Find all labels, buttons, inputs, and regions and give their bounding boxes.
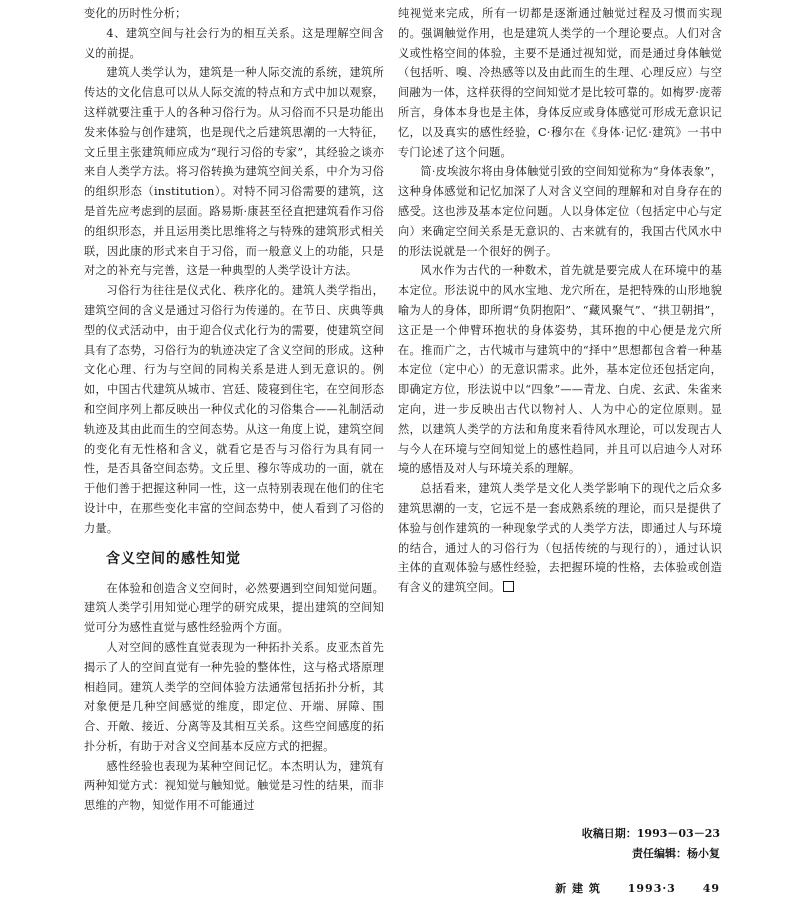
paragraph: 纯视觉来完成，所有一切都是逐渐通过触觉过程及习惯而实现的。强调触觉作用，也是建筑人类学的一个理论要点。人们对含义或性格空间的体验，主要不是通过视知觉，而是通过身体触觉（包括听、嗅、冷热感等以及由此而生的生理、心理反应）与空间融为一体，这样获得的空间知觉才是比较可靠的。如梅罗·庞蒂所言，身体本身也是主体，身体反应或身体感觉可形成无意识记忆，以及真实的感性经验，C·穆尔在《身体·记忆·建筑》一书中专门论述了这个问题。 bbox=[398, 7, 722, 159]
end-mark-icon bbox=[503, 581, 514, 592]
paragraph-text: 总括看来，建筑人类学是文化人类学影响下的现代之后众多建筑思潮的一支，它远不是一套成熟系统的理论，而只是提供了体验与创作建筑的一种现象学式的人类学方法，即通过人与环境的结合，通过人的习俗行为（包括传统的与现行的），通过认识主体的直观体验与感性经验，去把握环境的性格，去体验或创造有含义的建筑空间。 bbox=[398, 482, 722, 595]
right-column bbox=[398, 4, 722, 598]
responsible-editor: 责任编辑：杨小复 bbox=[632, 847, 720, 860]
paragraph: 风水作为古代的一种数术，首先就是要完成人在环境中的基本定位。形法说中的风水宝地、龙穴所在，是把特殊的山形地貌喻为人的身体，即所谓“负阴抱阳”、“藏风聚气”、“拱卫朝揖”，这正是一个伸臂环抱状的身体姿势，其环抱的中心便是龙穴所在。推而广之，古代城市与建筑中的“择中”思想都包含着一种基本定位（定中心）的无意识需求。此外，基本定位还包括定向，即确定方位，形法说中以“四象”——青龙、白虎、玄武、朱雀来定向，进一步反映出古代以物衬人、人为中心的定位原则。显然，以建筑人类学的方法和角度来看待风水理论，可以发现古人与今人在环境与空间知觉上的感性趋同，并且可以启迪今人对环境的感悟及对人与环境关系的理解。 bbox=[398, 264, 722, 476]
paragraph: 简·皮埃波尔将由身体触觉引致的空间知觉称为“身体表象”，这种身体感觉和记忆加深了人对含义空间的理解和对自身存在的感受。这也涉及基本定位问题。人以身体定位（包括定中心与定向）来确定空间关系是无意识的、古来就有的，我国古代风水中的形法说就是一个很好的例子。 bbox=[398, 165, 722, 258]
section-heading: 含义空间的感性知觉 bbox=[106, 550, 241, 567]
page-number: 49 bbox=[702, 882, 720, 895]
left-column bbox=[84, 4, 384, 816]
issue-number: 1993·3 bbox=[627, 882, 676, 895]
paragraph: 人对空间的感性直觉表现为一种拓扑关系。皮亚杰首先揭示了人的空间直觉有一种先验的整体性，这与格式塔原理相趋同。建筑人类学的空间体验方法通常包括拓扑分析，其对象便是几种空间感觉的维度，即定位、开端、屏障、围合、开敞、接近、分离等及其相互关系。这些空间感度的拓扑分析，有助于对含义空间基本反应方式的把握。 bbox=[84, 640, 384, 753]
paragraph: 感性经验也表现为某种空间记忆。本杰明认为，建筑有两种知觉方式：视知觉与触知觉。触觉是习性的结果，而非思维的产物，知觉作用不可能通过 bbox=[84, 759, 384, 813]
paragraph: 建筑人类学认为，建筑是一种人际交流的系统，建筑所传达的文化信息可以从人际交流的特点和方式中加以观察，这样就要注重于人的各种习俗行为。从习俗而不只是功能出发来体验与创作建筑，也是现代之后建筑思潮的一大特征，文丘里主张建筑师应成为“现行习俗的专家”，其经验之谈亦来自人类学方法。将习俗转换为建筑空间关系，中介为习俗的组织形态（institution）。对特不同习俗需要的建筑，这是首先应考虑到的层面。路易斯·康甚至径直把建筑看作习俗的组织形态，并且运用类比思维将之与特殊的建筑形式相关联，因此康的形式来自于习俗，而一般意义上的功能，只是对之的补充与完善，这是一种典型的人类学设计方法。 bbox=[84, 66, 384, 278]
received-date: 收稿日期：1993－03－23 bbox=[581, 827, 720, 840]
paragraph: 习俗行为往往是仪式化、秩序化的。建筑人类学指出，建筑空间的含义是通过习俗行为传递的。在节日、庆典等典型的仪式活动中，由于迎合仪式化行为的需要，使建筑空间具有了态势，习俗行为的轨迹决定了含义空间的形成。这种文化心理、行为与空间的同构关系是进人到无意识的。例如，中国古代建筑从城市、宫廷、陵寝到住宅，在空间形态和空间序列上都反映出一种仪式化的习俗集合——礼制活动轨迹及其由此而生的空间态势。从这一角度上说，建筑空间的变化有无性格和含义，就看它是否与习俗行为具有同一性，是否具备空间态势。文丘里、穆尔等成功的一面，就在于他们善于把握这种同一性，这一点特别表现在他们的住宅设计中，在那些变化丰富的空间态势中，使人看到了习俗的力量。 bbox=[84, 284, 384, 535]
paragraph: 4、建筑空间与社会行为的相互关系。这是理解空间含义的前提。 bbox=[84, 26, 384, 60]
paragraph: 在体验和创造含义空间时，必然要遇到空间知觉问题。建筑人类学引用知觉心理学的研究成果，提出建筑的空间知觉可分为感性直觉与感性经验两个方面。 bbox=[84, 581, 384, 635]
paragraph: 变化的历时性分析； bbox=[84, 7, 187, 20]
journal-name: 新 建 筑 bbox=[555, 882, 601, 895]
paragraph-last bbox=[398, 479, 722, 598]
page-footer bbox=[0, 880, 720, 896]
